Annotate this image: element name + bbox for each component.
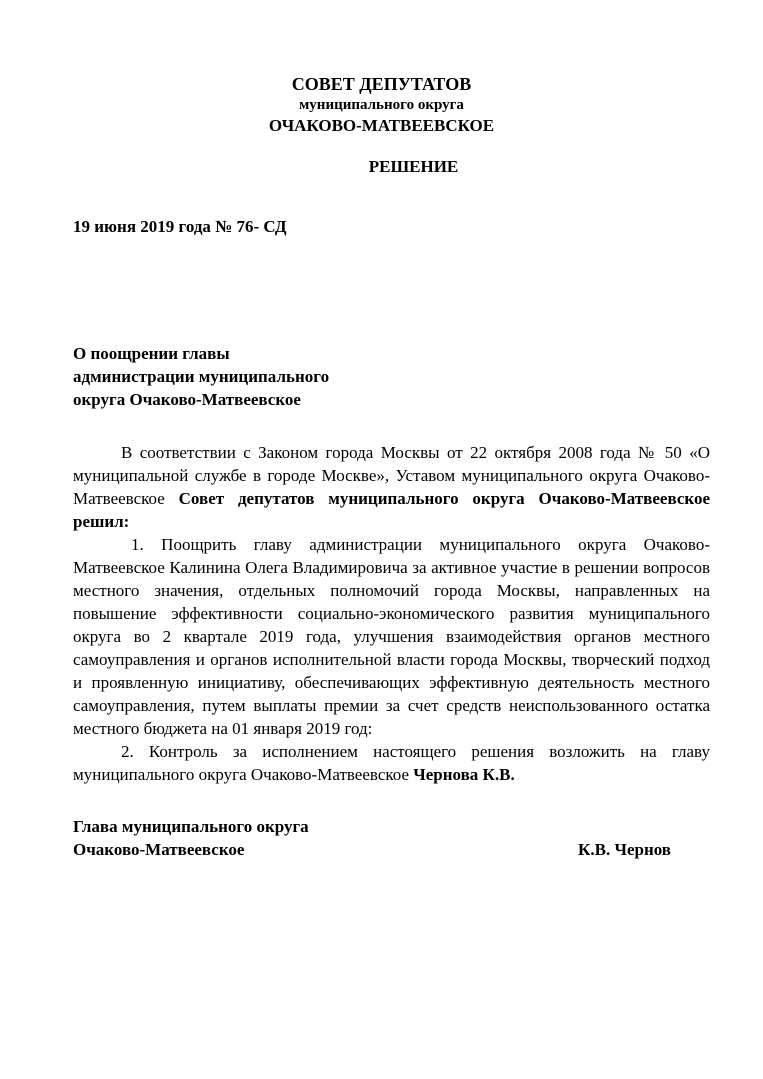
preamble-text: В соответствии с Законом города Москвы от 22 октября 2008 года № 50 «О муниципальной службе в городе Москве», Уставом муниципального округа Очаково-Матвеевское xyxy=(73,443,710,508)
signature-row xyxy=(73,838,671,861)
signature-name: К.В. Чернов xyxy=(578,840,671,859)
district-label: муниципального округа xyxy=(299,97,464,113)
date-number: 19 июня 2019 года № 76- СД xyxy=(73,217,287,236)
signature-position: Глава муниципального округа xyxy=(73,817,309,836)
decision-body xyxy=(73,441,710,786)
subject-line: администрации муниципального xyxy=(73,367,330,386)
document-header xyxy=(0,73,763,137)
document-title: РЕШЕНИЕ xyxy=(368,157,459,176)
item-bold: Чернова К.В. xyxy=(413,765,515,784)
subject-line: О поощрении главы xyxy=(73,344,230,363)
item-paragraph xyxy=(73,740,710,786)
decision-subject xyxy=(73,342,329,411)
signature-position: Очаково-Матвеевское xyxy=(73,840,245,859)
district-name: ОЧАКОВО-МАТВЕЕВСКОЕ xyxy=(268,116,495,135)
preamble-bold: Совет депутатов муниципального округа Очаково-Матвеевское решил: xyxy=(73,489,710,531)
preamble-paragraph xyxy=(73,441,710,533)
council-name: СОВЕТ ДЕПУТАТОВ xyxy=(291,74,472,94)
subject-line: округа Очаково-Матвеевское xyxy=(73,390,301,409)
signature-block xyxy=(73,815,671,861)
item-text: 1. Поощрить главу администрации муниципального округа Очаково-Матвеевское Калинина Олега Владимировича за активное участие в решении вопросов местного значения, отдельных полномочий города Москвы, направленных на повышение эффективности социально-экономического развития муниципального округа во 2 квартале 2019 года, улучшения взаимодействия органов местного самоуправления и органов исполнительной власти города Москвы, творческий подход и проявленную инициативу, обеспечивающих эффективную деятельность местного самоуправления, путем выплаты премии за счет средств неиспользованного остатка местного бюджета на 01 января 2019 год: xyxy=(73,535,710,738)
item-text: 2. Контроль за исполнением настоящего решения возложить на главу муниципального округа Очаково-Матвеевское xyxy=(73,742,710,784)
item-paragraph xyxy=(73,533,710,740)
